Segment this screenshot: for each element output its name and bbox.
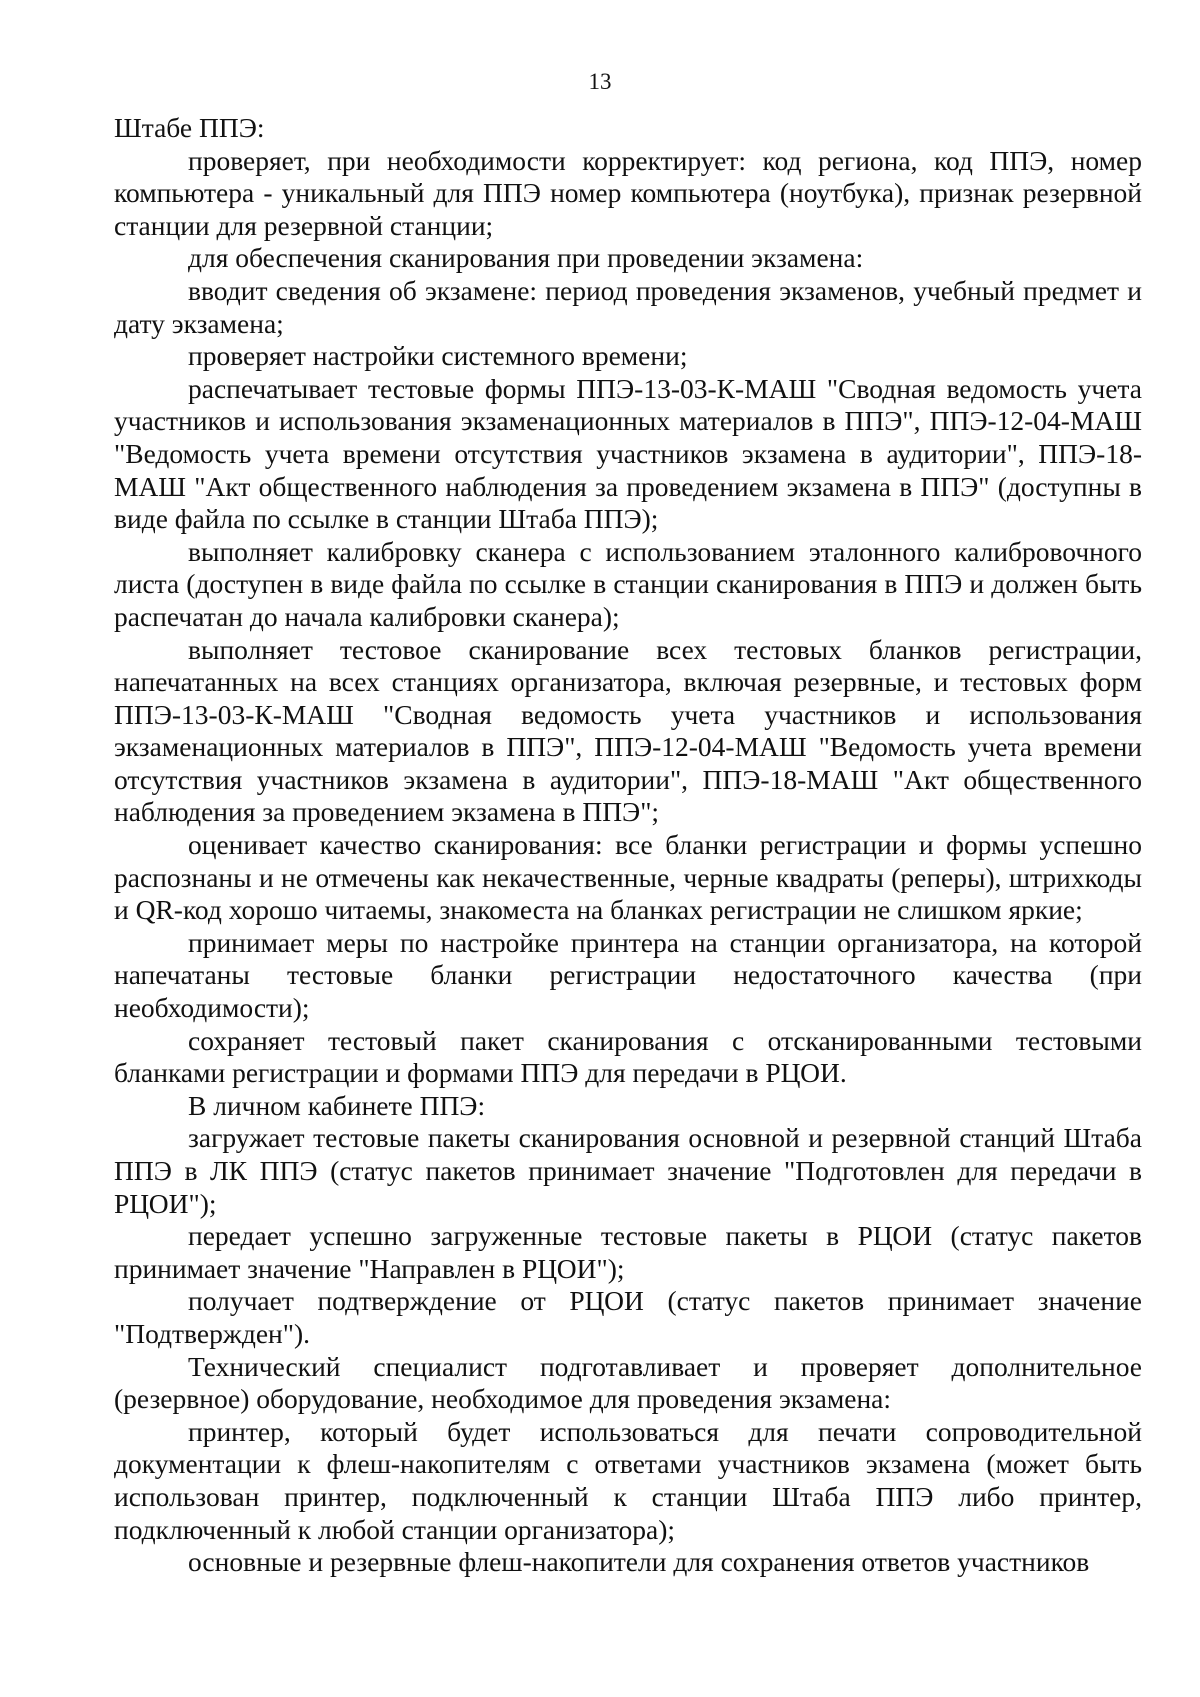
paragraph: распечатывает тестовые формы ППЭ-13-03-К-МАШ "Сводная ведомость учета участников и использования экзаменационных материалов в ППЭ", ППЭ-12-04-МАШ "Ведомость учета времени отсутствия участников экзамена в аудитории", ППЭ-18-МАШ "Акт общественного наблюдения за проведением экзамена в ППЭ" (доступны в виде файла по ссылке в станции Штаба ППЭ);: [114, 372, 1142, 535]
paragraph: вводит сведения об экзамене: период проведения экзаменов, учебный предмет и дату экзамена;: [114, 274, 1142, 339]
paragraph: проверяет настройки системного времени;: [188, 340, 688, 372]
paragraph: В личном кабинете ППЭ:: [188, 1089, 486, 1121]
paragraph: сохраняет тестовый пакет сканирования с отсканированными тестовыми бланками регистрации и формами ППЭ для передачи в РЦОИ.: [114, 1024, 1142, 1089]
paragraph: принтер, который будет использоваться для печати сопроводительной документации к флеш-накопителям с ответами участников экзамена (может быть использован принтер, подключенный к станции Штаба ППЭ либо принтер, подключенный к любой станции организатора);: [114, 1415, 1142, 1545]
paragraph: выполняет тестовое сканирование всех тестовых бланков регистрации, напечатанных на всех станциях организатора, включая резервные, и тестовых форм ППЭ-13-03-К-МАШ "Сводная ведомость учета участников и использования экзаменационных материалов в ППЭ", ППЭ-12-04-МАШ "Ведомость учета времени отсутствия участников экзамена в аудитории", ППЭ-18-МАШ "Акт общественного наблюдения за проведением экзамена в ППЭ";: [114, 633, 1142, 828]
paragraph: принимает меры по настройке принтера на станции организатора, на которой напечатаны тестовые бланки регистрации недостаточного качества (при необходимости);: [114, 926, 1142, 1024]
body-text: [114, 112, 1142, 1579]
paragraph: выполняет калибровку сканера с использованием эталонного калибровочного листа (доступен в виде файла по ссылке в станции сканирования в ППЭ и должен быть распечатан до начала калибровки сканера);: [114, 535, 1142, 632]
paragraph: оценивает качество сканирования: все бланки регистрации и формы успешно распознаны и не отмечены как некачественные, черные квадраты (реперы), штрихкоды и QR-код хорошо читаемы, знакоместа на бланках регистрации не слишком яркие;: [114, 829, 1142, 926]
paragraph: для обеспечения сканирования при проведении экзамена:: [188, 242, 864, 274]
paragraph: передает успешно загруженные тестовые пакеты в РЦОИ (статус пакетов принимает значение "Направлен в РЦОИ");: [114, 1220, 1142, 1284]
paragraph: загружает тестовые пакеты сканирования основной и резервной станций Штаба ППЭ в ЛК ППЭ (статус пакетов принимает значение "Подготовлен для передачи в РЦОИ");: [114, 1122, 1142, 1219]
paragraph: проверяет, при необходимости корректирует: код региона, код ППЭ, номер компьютера - уникальный для ППЭ номер компьютера (ноутбука), признак резервной станции для резервной станции;: [114, 144, 1142, 241]
paragraph: основные и резервные флеш-накопители для сохранения ответов участников: [188, 1546, 1090, 1578]
page-number: 13: [588, 69, 612, 94]
paragraph: Штабе ППЭ:: [114, 112, 265, 143]
paragraph: получает подтверждение от РЦОИ (статус пакетов принимает значение "Подтвержден").: [114, 1285, 1142, 1349]
paragraph: Технический специалист подготавливает и проверяет дополнительное (резервное) оборудование, необходимое для проведения экзамена:: [114, 1350, 1142, 1415]
